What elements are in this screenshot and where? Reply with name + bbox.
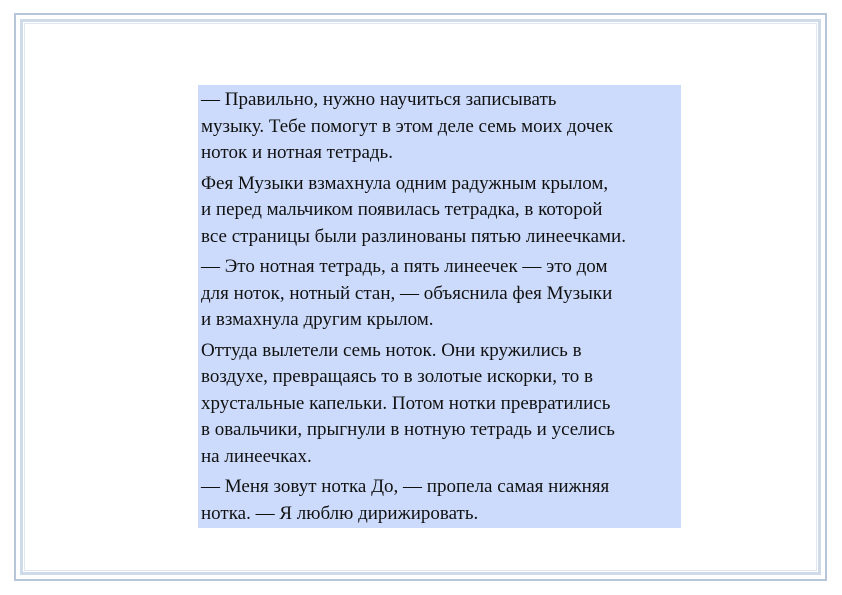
paragraph-3: — Это нотная тетрадь, а пять линеечек — это дом для ноток, нотный стан, — объяснила фея Музыки и взмахнула другим крылом. xyxy=(201,256,613,330)
paragraph-2: Фея Музыки взмахнула одним радужным крылом, и перед мальчиком появилась тетрадка, в которой все страницы были разлинованы пятью линеечками. xyxy=(201,172,626,247)
paragraph-4: Оттуда вылетели семь ноток. Они кружились в воздухе, превращаясь то в золотые искорки, то в хрустальные капельки. Потом нотки превратились в овальчики, прыгнули в нотную тетрадь и уселись на линеечках. xyxy=(201,339,615,467)
story-text-box xyxy=(198,85,681,528)
paragraph-1: — Правильно, нужно научиться записывать музыку. Тебе помогут в этом деле семь моих дочек ноток и нотная тетрадь. xyxy=(201,89,613,163)
paragraph-5: — Меня зовут нотка До, — пропела самая нижняя нотка. — Я люблю дирижировать. xyxy=(201,476,610,524)
